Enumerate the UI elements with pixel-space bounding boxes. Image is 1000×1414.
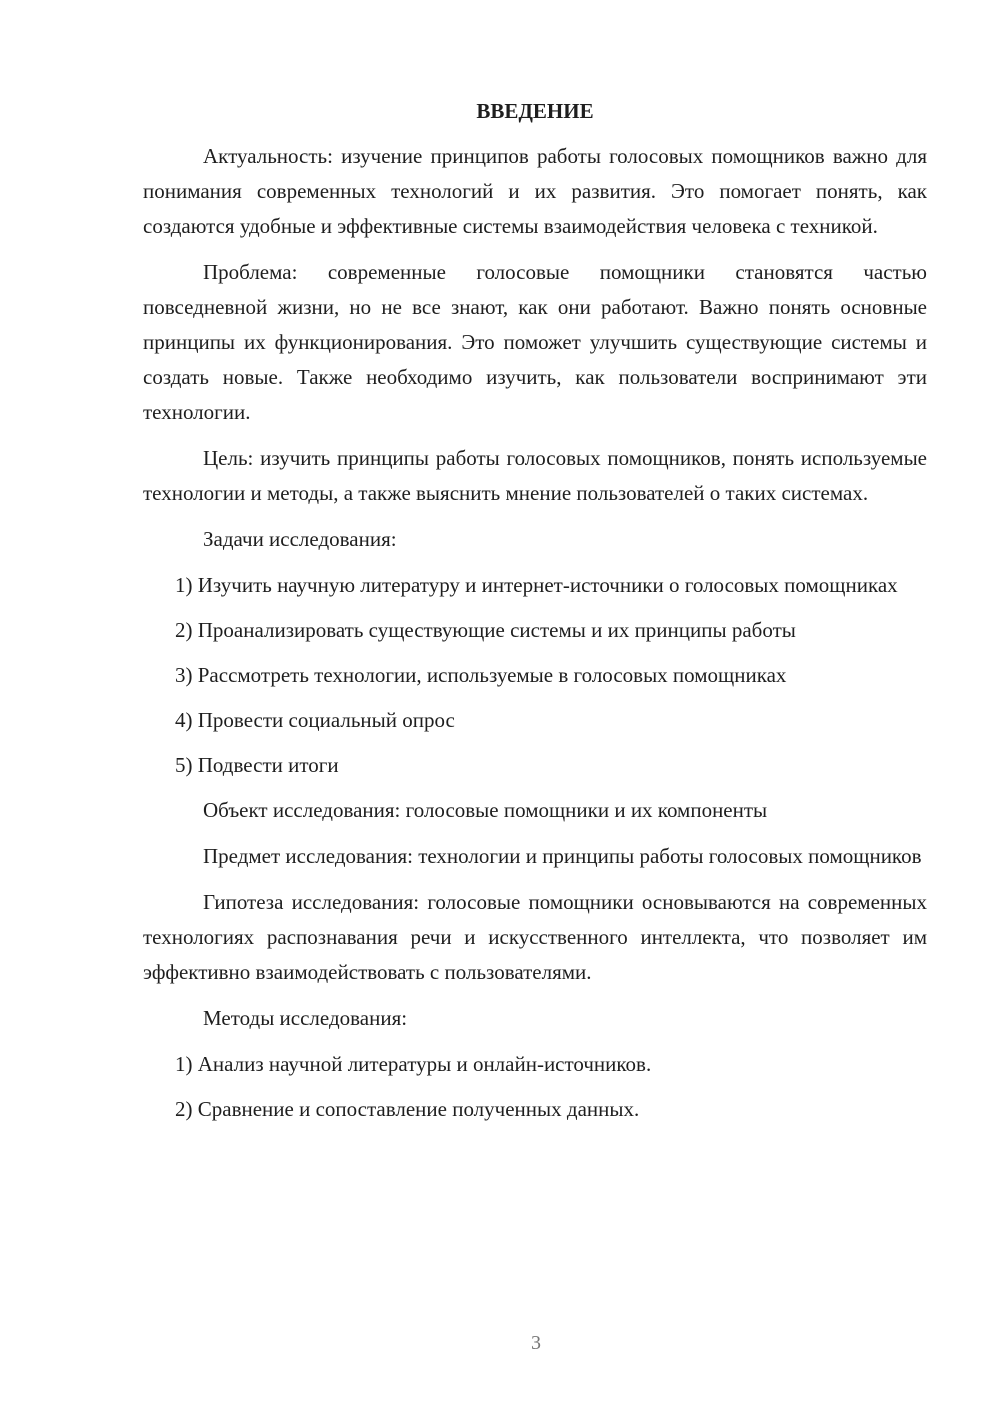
method-item: 2) Сравнение и сопоставление полученных данных. [175,1097,640,1121]
problem-paragraph: Проблема: современные голосовые помощники становятся частью повседневной жизни, но не все знают, как они работают. Важно понять основные принципы их функционирования. Это поможет улучшить существующие системы и создать новые. Также необходимо изучить, как пользователи воспринимают эти технологии. [143,260,927,424]
subject-paragraph: Предмет исследования: технологии и принципы работы голосовых помощников [203,844,922,868]
page-content [143,94,927,1137]
method-item: 1) Анализ научной литературы и онлайн-источников. [175,1052,652,1076]
hypothesis-paragraph: Гипотеза исследования: голосовые помощники основываются на современных технологиях распознавания речи и искусственного интеллекта, что позволяет им эффективно взаимодействовать с пользователями. [143,890,927,984]
object-paragraph: Объект исследования: голосовые помощники и их компоненты [203,798,768,822]
relevance-paragraph: Актуальность: изучение принципов работы голосовых помощников важно для понимания современных технологий и их развития. Это помогает понять, как создаются удобные и эффективные системы взаимодействия человека с техникой. [143,144,927,238]
task-item: 5) Подвести итоги [175,753,339,777]
section-title: ВВЕДЕНИЕ [476,99,594,123]
task-item: 2) Проанализировать существующие системы и их принципы работы [175,618,796,642]
methods-heading: Методы исследования: [203,1006,408,1030]
task-item: 4) Провести социальный опрос [175,708,455,732]
page-number: 3 [531,1332,541,1354]
task-item: 3) Рассмотреть технологии, используемые в голосовых помощниках [175,663,787,687]
task-item: 1) Изучить научную литературу и интернет-источники о голосовых помощниках [175,573,898,597]
tasks-heading: Задачи исследования: [203,527,397,551]
goal-paragraph: Цель: изучить принципы работы голосовых помощников, понять используемые технологии и методы, а также выяснить мнение пользователей о таких системах. [143,446,927,505]
